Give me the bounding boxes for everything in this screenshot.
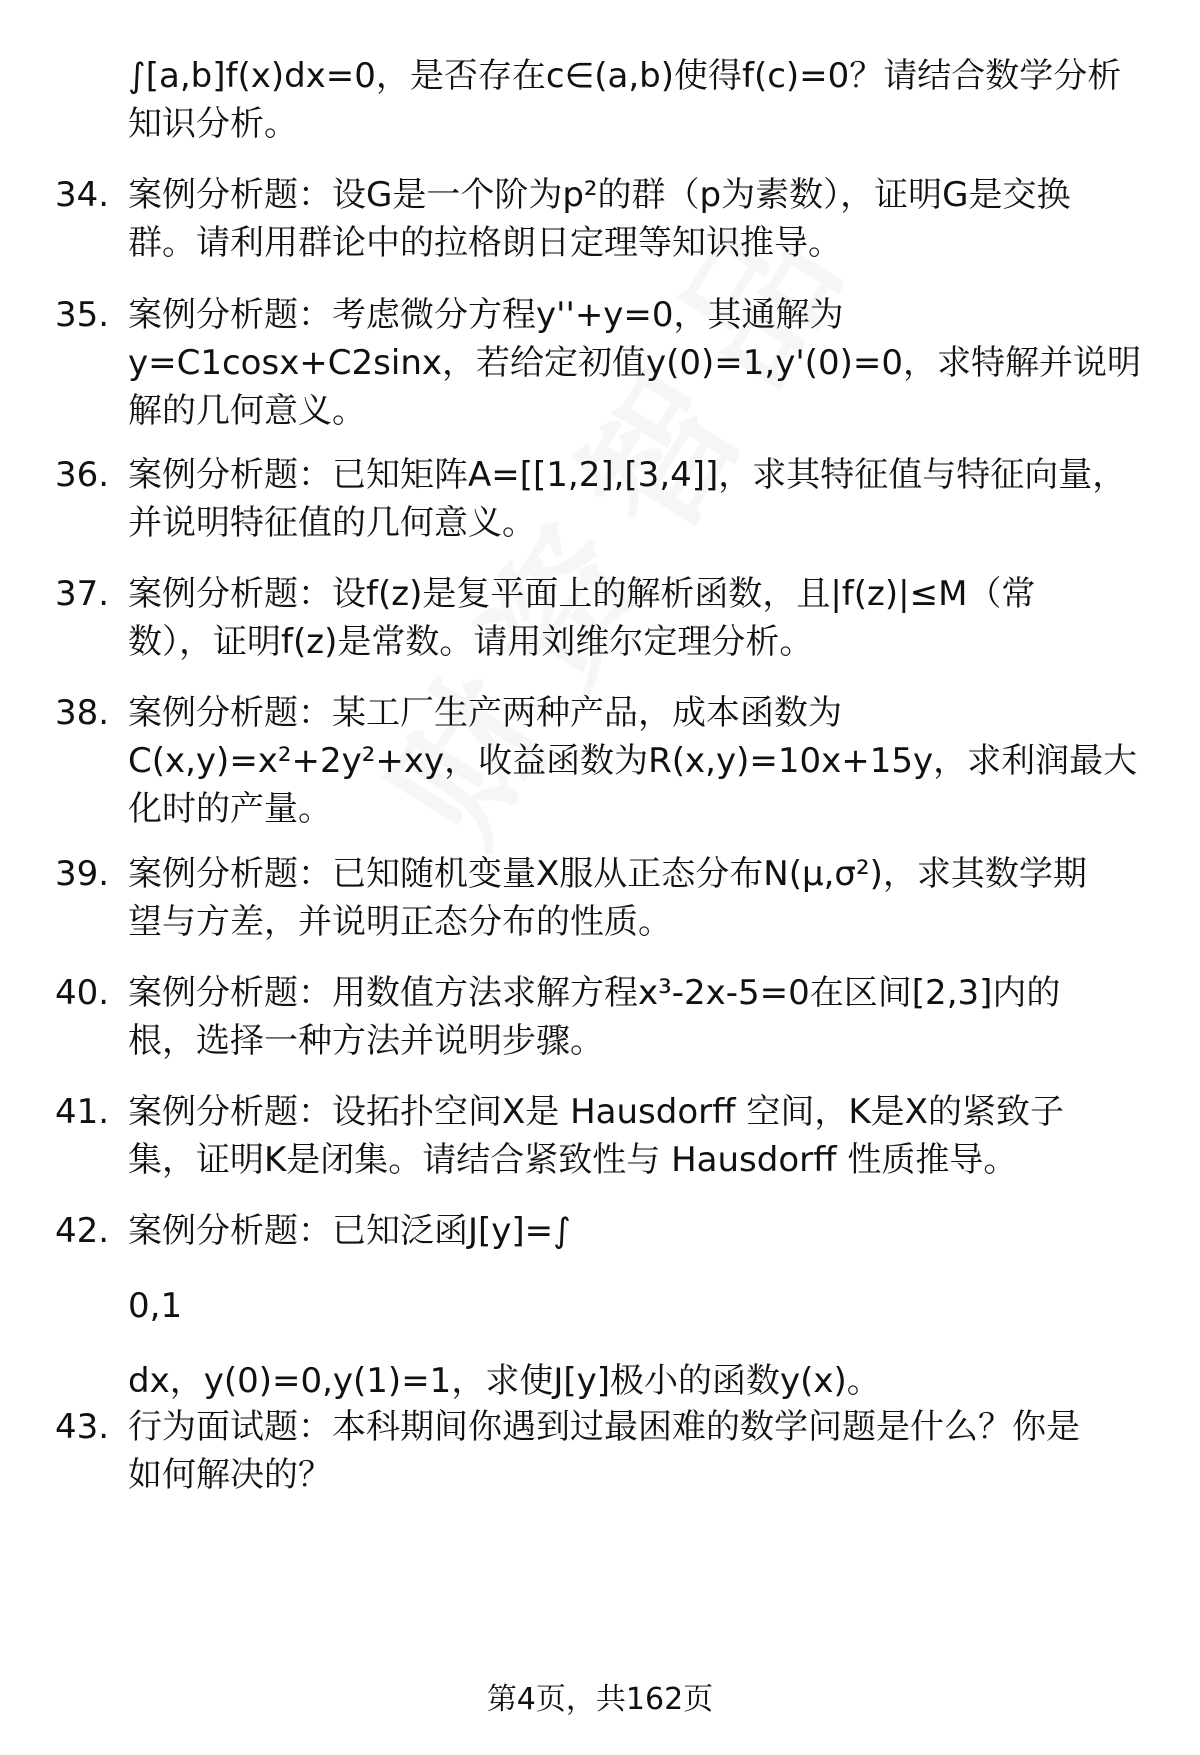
text-line: ∫[a,b]f(x)dx=0，是否存在c∈(a,b)使得f(c)=0？请结合数学分析 xyxy=(128,56,1122,96)
question-text xyxy=(128,689,1158,833)
text-line: 案例分析题：设拓扑空间X是 Hausdorff 空间，K是X的紧致子 xyxy=(128,1092,1064,1132)
question-text xyxy=(128,570,1158,666)
text-line: 如何解决的？ xyxy=(128,1455,332,1495)
text-line: 案例分析题：考虑微分方程y''+y=0，其通解为 xyxy=(128,295,844,335)
text-line: 望与方差，并说明正态分布的性质。 xyxy=(128,902,672,942)
text-line: 行为面试题：本科期间你遇到过最困难的数学问题是什么？你是 xyxy=(128,1407,1080,1447)
question-text xyxy=(128,850,1158,946)
question-number: 41. xyxy=(55,1092,110,1132)
text-line: 0,1 xyxy=(128,1286,183,1326)
question-number: 35. xyxy=(55,295,110,335)
question-text xyxy=(128,969,1158,1065)
text-line: 案例分析题：已知随机变量X服从正态分布N(μ,σ²)，求其数学期 xyxy=(128,854,1087,894)
text-line: 根，选择一种方法并说明步骤。 xyxy=(128,1021,604,1061)
text-line: 集，证明K是闭集。请结合紧致性与 Hausdorff 性质推导。 xyxy=(128,1140,1018,1180)
page-footer: 第4页，共162页 xyxy=(486,1682,714,1717)
question-number: 34. xyxy=(55,175,110,215)
question-text xyxy=(128,1207,1158,1405)
question-text xyxy=(128,171,1158,267)
text-line: 解的几何意义。 xyxy=(128,391,366,431)
text-line: 案例分析题：设f(z)是复平面上的解析函数，且|f(z)|≤M（常 xyxy=(128,574,1036,614)
question-number: 40. xyxy=(55,973,110,1013)
question-number: 39. xyxy=(55,854,110,894)
text-line: 群。请利用群论中的拉格朗日定理等知识推导。 xyxy=(128,223,842,263)
text-line: 并说明特征值的几何意义。 xyxy=(128,503,536,543)
question-text xyxy=(128,1403,1158,1499)
question-text xyxy=(128,291,1158,435)
question-number: 42. xyxy=(55,1211,110,1251)
question-number: 36. xyxy=(55,455,110,495)
text-line: 案例分析题：用数值方法求解方程x³-2x-5=0在区间[2,3]内的 xyxy=(128,973,1061,1013)
text-line: 案例分析题：设G是一个阶为p²的群（p为素数），证明G是交换 xyxy=(128,175,1071,215)
question-number: 37. xyxy=(55,574,110,614)
text-line: C(x,y)=x²+2y²+xy，收益函数为R(x,y)=10x+15y，求利润最大 xyxy=(128,741,1138,781)
question-number: 43. xyxy=(55,1407,110,1447)
text-line: 化时的产量。 xyxy=(128,789,332,829)
text-line: 数），证明f(z)是常数。请用刘维尔定理分析。 xyxy=(128,622,814,662)
text-line: 案例分析题：已知泛函J[y]=∫ xyxy=(128,1211,571,1251)
text-line: 案例分析题：某工厂生产两种产品，成本函数为 xyxy=(128,693,842,733)
text-line: y=C1cosx+C2sinx，若给定初值y(0)=1,y'(0)=0，求特解并说明 xyxy=(128,343,1141,383)
question-text xyxy=(128,52,1158,148)
question-number: 38. xyxy=(55,693,110,733)
question-text xyxy=(128,1088,1158,1184)
text-line: 知识分析。 xyxy=(128,104,298,144)
text-line: dx，y(0)=0,y(1)=1，求使J[y]极小的函数y(x)。 xyxy=(128,1361,881,1401)
text-line: 案例分析题：已知矩阵A=[[1,2],[3,4]]，求其特征值与特征向量， xyxy=(128,455,1127,495)
question-text xyxy=(128,451,1158,547)
